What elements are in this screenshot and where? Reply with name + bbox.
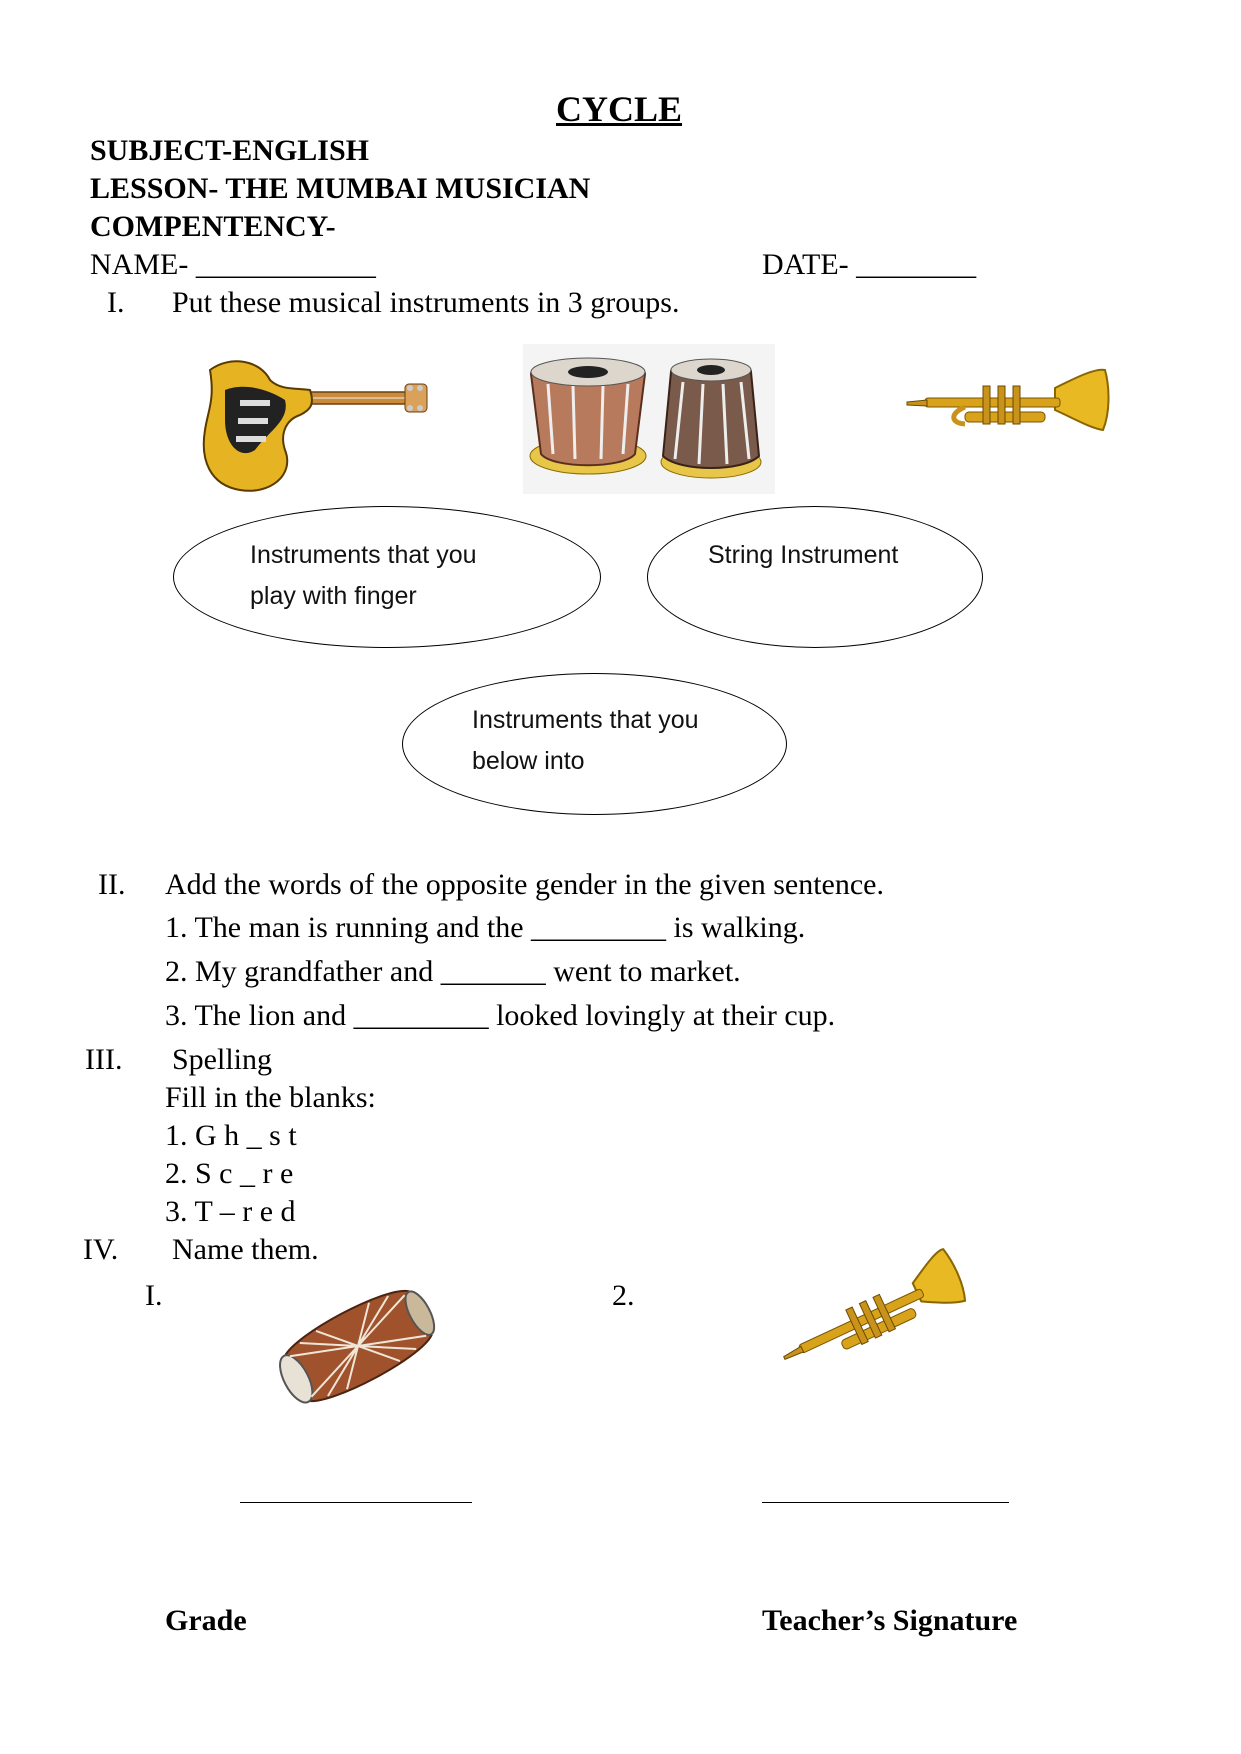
- q1-instruction: Put these musical instruments in 3 groups.: [172, 286, 680, 319]
- answer-line-1[interactable]: [240, 1502, 472, 1503]
- q2-item-2[interactable]: 2. My grandfather and _______ went to market.: [165, 955, 741, 988]
- trumpet-icon: [778, 1262, 973, 1392]
- q4-item-2-label: 2.: [612, 1279, 635, 1312]
- competency-label: COMPENTENCY-: [90, 210, 336, 243]
- page-title: CYCLE: [556, 89, 683, 129]
- subject-label: SUBJECT-ENGLISH: [90, 134, 369, 167]
- oval2-line1: String Instrument: [708, 541, 899, 569]
- q3-item-3[interactable]: 3. T – r e d: [165, 1195, 296, 1228]
- oval-blown-instruments[interactable]: [402, 673, 787, 815]
- q2-instruction: Add the words of the opposite gender in the given sentence.: [165, 868, 884, 901]
- q4-item-1-label: I.: [145, 1279, 163, 1312]
- q3-item-1[interactable]: 1. G h _ s t: [165, 1119, 297, 1152]
- tabla-icon: [523, 344, 775, 494]
- oval3-line2: below into: [472, 747, 585, 775]
- oval1-line1: Instruments that you: [250, 541, 477, 569]
- dholak-icon: [268, 1281, 448, 1411]
- q3-number: III.: [85, 1043, 123, 1076]
- electric-guitar-icon: [200, 350, 430, 495]
- q4-instruction: Name them.: [172, 1233, 319, 1266]
- q2-item-1[interactable]: 1. The man is running and the _________ is walking.: [165, 911, 806, 944]
- trumpet-icon: [905, 368, 1110, 458]
- answer-line-2[interactable]: [762, 1502, 1009, 1503]
- oval3-line1: Instruments that you: [472, 706, 699, 734]
- grade-label: Grade: [165, 1604, 247, 1637]
- q3-item-2[interactable]: 2. S c _ r e: [165, 1157, 294, 1190]
- date-field[interactable]: DATE- ________: [762, 248, 977, 281]
- q3-subtitle: Fill in the blanks:: [165, 1081, 376, 1114]
- lesson-label: LESSON- THE MUMBAI MUSICIAN: [90, 172, 591, 205]
- name-field[interactable]: NAME- ____________: [90, 248, 376, 281]
- q3-title: Spelling: [172, 1043, 273, 1076]
- q4-number: IV.: [83, 1233, 119, 1266]
- q2-number: II.: [98, 868, 126, 901]
- q1-number: I.: [107, 286, 125, 319]
- oval1-line2: play with finger: [250, 582, 417, 610]
- oval-string-instruments[interactable]: [647, 506, 983, 648]
- q2-item-3[interactable]: 3. The lion and _________ looked lovingly at their cup.: [165, 999, 836, 1032]
- teacher-signature-label: Teacher’s Signature: [762, 1604, 1018, 1637]
